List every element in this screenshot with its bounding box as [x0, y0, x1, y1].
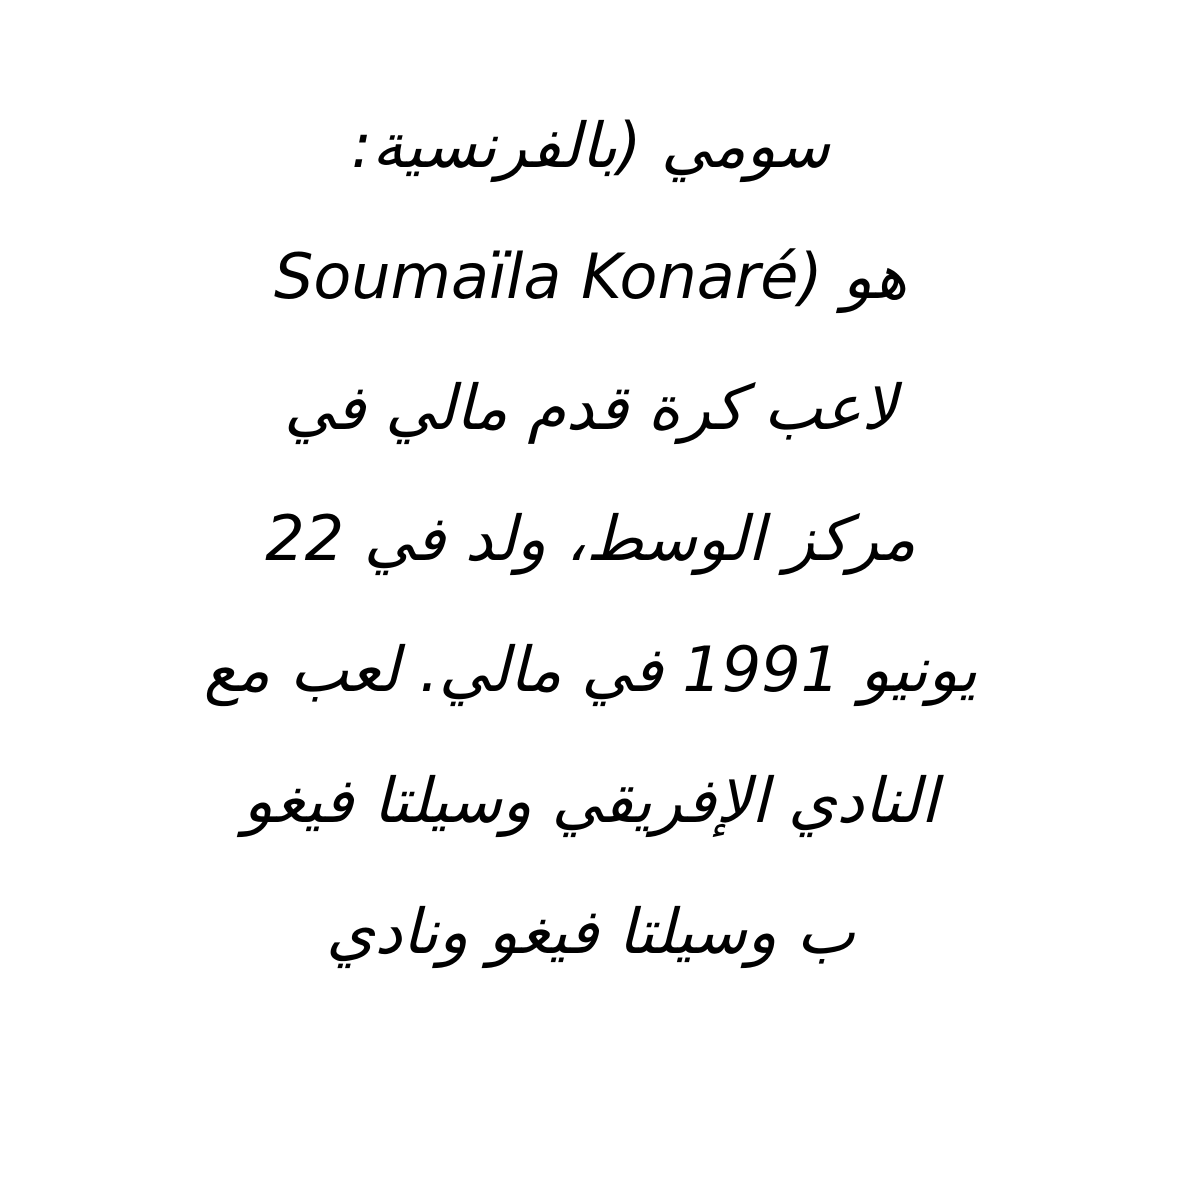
text-line-7: ب وسيلتا فيغو ونادي — [326, 895, 855, 968]
text-line-3: لاعب كرة قدم مالي في — [284, 371, 897, 444]
article-paragraph — [60, 80, 1121, 997]
text-line-5: يونيو 1991 في مالي. لعب مع — [203, 633, 978, 706]
text-line-1: سومي (بالفرنسية: — [351, 109, 830, 182]
text-line-2: هو (Soumaïla Konaré — [273, 240, 908, 313]
text-line-4: مركز الوسط، ولد في 22 — [265, 502, 916, 575]
text-line-6: النادي الإفريقي وسيلتا فيغو — [243, 764, 938, 837]
